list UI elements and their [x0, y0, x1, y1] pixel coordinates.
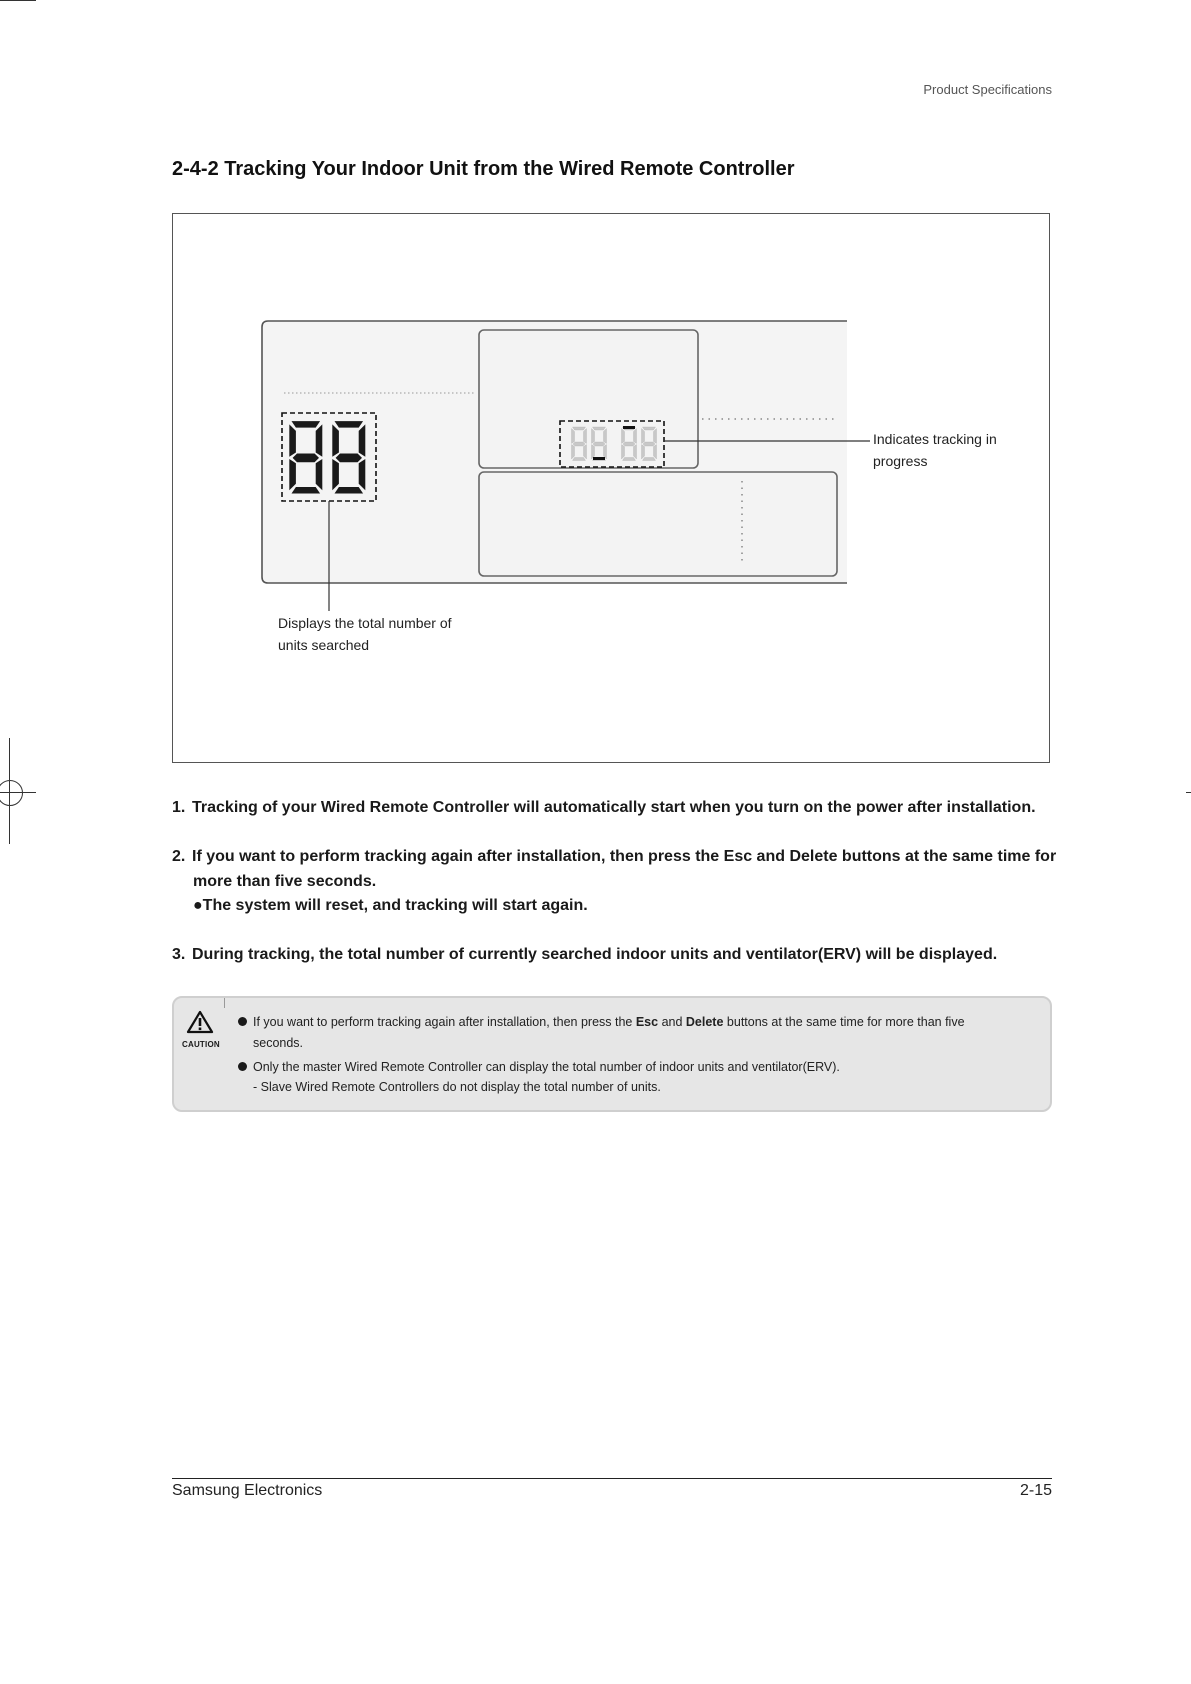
- callout-tracking-progress: [873, 428, 997, 472]
- registration-mark-top: [0, 0, 36, 1]
- caution-bullet-2: [238, 1057, 1038, 1077]
- step-3: [172, 943, 997, 967]
- step-2: [172, 845, 1056, 869]
- callout-units-line2: units searched: [278, 637, 370, 653]
- step-2-sub-bullet: ●The system will reset, and tracking will start again.: [193, 897, 588, 914]
- bullet-dot-icon: [238, 1017, 247, 1026]
- caution-b1-delete: Delete: [685, 1015, 724, 1029]
- step-2-text-line2: more than five seconds.: [193, 873, 377, 890]
- lcd-lower-panel: [479, 472, 837, 576]
- caution-divider-tick: [224, 998, 225, 1008]
- callout-tracking-line1: Indicates tracking in: [873, 431, 997, 447]
- callout-units-searched: [278, 612, 452, 656]
- step-2-continued: [193, 870, 376, 894]
- callout-units-line1: Displays the total number of: [278, 615, 452, 631]
- step-1: [172, 796, 1036, 820]
- footer-company: Samsung Electronics: [172, 1482, 323, 1499]
- registration-mark-right: [1186, 792, 1191, 793]
- caution-bullet-2-cont: - Slave Wired Remote Controllers do not display the total number of units.: [253, 1080, 661, 1094]
- tracking-dash-top: [623, 426, 635, 429]
- step-3-text: During tracking, the total number of currently searched indoor units and ventilator(ERV) will be displayed.: [192, 946, 998, 963]
- callout-tracking-line2: progress: [873, 453, 928, 469]
- warning-triangle-icon: [186, 1010, 214, 1034]
- step-1-text: Tracking of your Wired Remote Controller will automatically start when you turn on the power after installation.: [192, 799, 1036, 816]
- footer-rule: [172, 1478, 1052, 1479]
- page-number: 2-15: [1019, 1482, 1052, 1499]
- caution-bullet-1: [238, 1012, 1038, 1032]
- step-2-text-line1: If you want to perform tracking again after installation, then press the Esc and Delete buttons at the same time for: [192, 848, 1057, 865]
- caution-b1-mid: and: [658, 1015, 686, 1029]
- registration-mark-left-circle: [0, 780, 23, 806]
- caution-label: CAUTION: [182, 1040, 220, 1049]
- step-1-number: 1.: [172, 799, 186, 816]
- step-3-number: 3.: [172, 946, 186, 963]
- lcd-upper-panel: [479, 330, 698, 468]
- section-title: 2-4-2 Tracking Your Indoor Unit from the Wired Remote Controller: [172, 158, 795, 180]
- caution-b1-pre: If you want to perform tracking again after installation, then press the: [253, 1015, 636, 1029]
- running-header: Product Specifications: [923, 82, 1052, 97]
- caution-b2-line1: Only the master Wired Remote Controller can display the total number of indoor units and ventilator(ERV).: [253, 1060, 840, 1074]
- caution-b1-post: buttons at the same time for more than five: [723, 1015, 965, 1029]
- remote-controller-diagram: [172, 213, 1050, 763]
- tracking-dash-bottom: [593, 457, 605, 460]
- step-2-number: 2.: [172, 848, 186, 865]
- caution-bullet-1-cont: seconds.: [253, 1036, 304, 1050]
- caution-icon: [182, 1010, 218, 1049]
- bullet-dot-icon: [238, 1062, 247, 1071]
- caution-b1-esc: Esc: [635, 1015, 659, 1029]
